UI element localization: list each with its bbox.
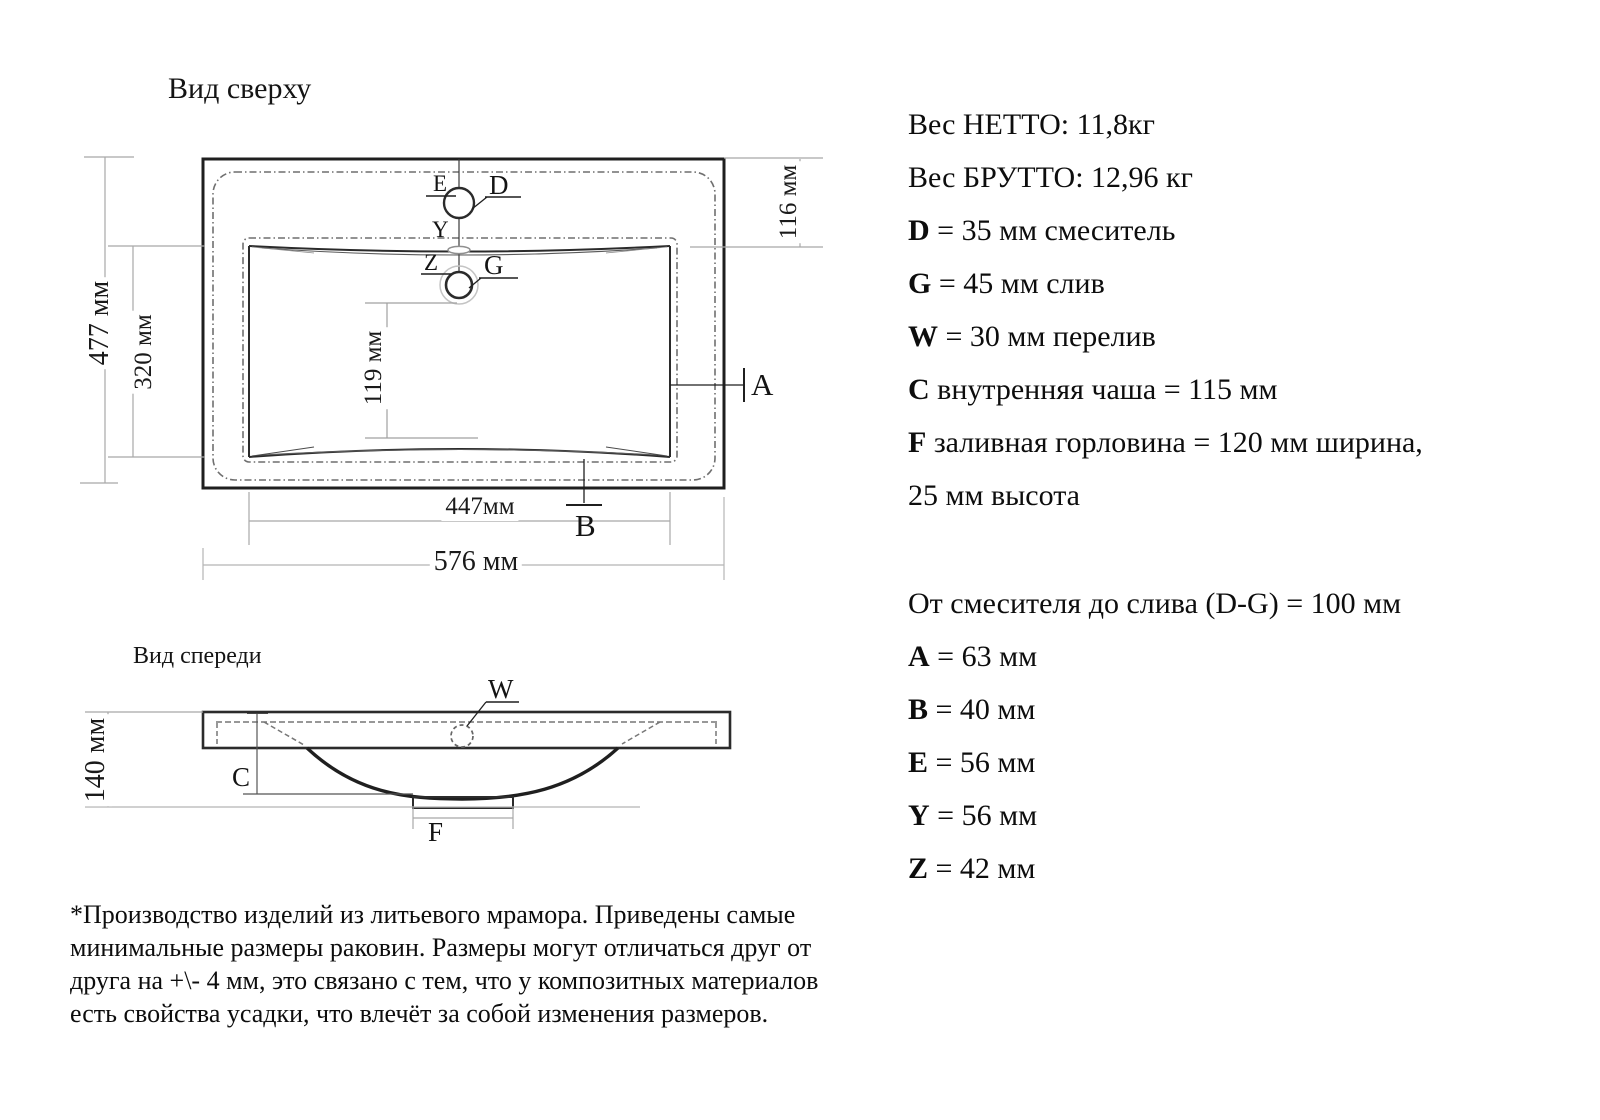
dim-119: 119 мм xyxy=(360,327,388,409)
label-y: Y xyxy=(432,217,449,242)
footnote-line-3: друга на +\- 4 мм, это связано с тем, что у композитных материалов xyxy=(70,966,819,995)
label-g: G xyxy=(484,250,504,280)
overflow-slot xyxy=(448,246,470,253)
overflow-hole-front xyxy=(451,725,473,747)
spec-b: B = 40 мм xyxy=(908,693,1036,726)
dim-447: 447мм xyxy=(441,493,518,521)
label-z: Z xyxy=(424,250,439,275)
spec-d-to-g: От смесителя до слива (D-G) = 100 мм xyxy=(908,587,1402,620)
drain-hole xyxy=(446,272,472,298)
footnote-line-2: минимальные размеры раковин. Размеры могут отличаться друг от xyxy=(70,933,812,962)
spec-net-weight: Вес НЕТТО: 11,8кг xyxy=(908,108,1155,141)
spec-f-height: 25 мм высота xyxy=(908,479,1081,512)
label-d: D xyxy=(489,170,509,200)
spec-f: F заливная горловина = 120 мм ширина, xyxy=(908,426,1423,459)
label-c: C xyxy=(232,762,251,792)
spec-d: D = 35 мм смеситель xyxy=(908,214,1176,247)
label-b: B xyxy=(575,508,596,543)
dim-477: 477 мм xyxy=(84,277,116,369)
spec-gross-weight: Вес БРУТТО: 12,96 кг xyxy=(908,161,1193,194)
spec-c: C внутренняя чаша = 115 мм xyxy=(908,373,1278,406)
front-view-title: Вид спереди xyxy=(133,643,262,669)
dim-320: 320 мм xyxy=(130,310,158,393)
bowl-profile xyxy=(307,748,618,799)
spec-w: W = 30 мм перелив xyxy=(908,320,1156,353)
spec-z: Z = 42 мм xyxy=(908,852,1036,885)
label-w: W xyxy=(488,674,514,704)
footnote-line-4: есть свойства усадки, что влечёт за собой изменения размеров. xyxy=(70,999,769,1028)
dim-576: 576 мм xyxy=(430,546,522,578)
front-view-drawing xyxy=(85,702,730,829)
label-e: E xyxy=(433,171,448,196)
spec-a: A = 63 мм xyxy=(908,640,1038,673)
label-f: F xyxy=(428,817,444,847)
spec-g: G = 45 мм слив xyxy=(908,267,1105,300)
dim-140: 140 мм xyxy=(80,714,112,806)
faucet-hole xyxy=(444,188,474,218)
dim-116: 116 мм xyxy=(775,161,803,243)
spec-e: E = 56 мм xyxy=(908,746,1036,779)
spec-y: Y = 56 мм xyxy=(908,799,1038,832)
footnote-line-1: *Производство изделий из литьевого мрамора. Приведены самые xyxy=(70,900,796,929)
top-view-title: Вид сверху xyxy=(168,72,312,105)
label-a: A xyxy=(751,367,774,402)
